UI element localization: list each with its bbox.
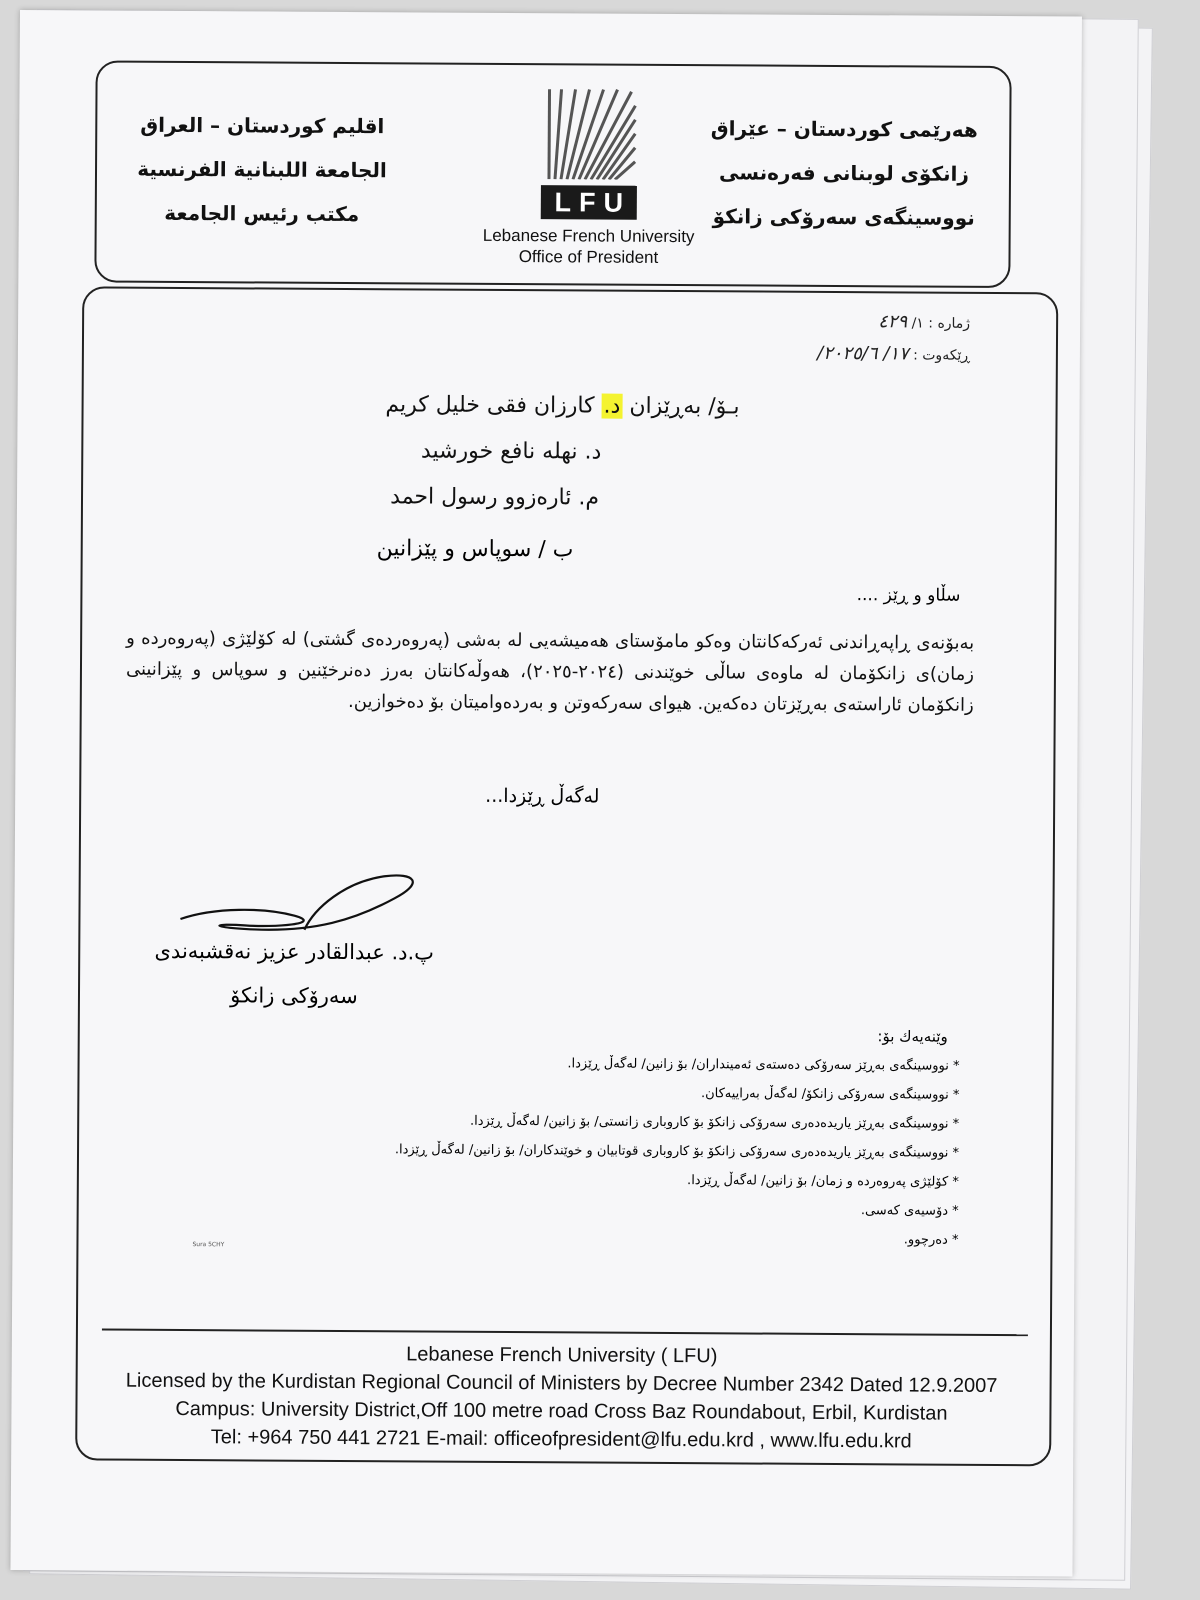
- cc-title: وێنەیەك بۆ:: [877, 1027, 948, 1046]
- office-name: Office of President: [518, 247, 659, 267]
- reference-date: [817, 343, 970, 365]
- sunburst-logo-icon: [541, 87, 638, 180]
- recipient-third: م. ئارەزوو رسول احمد: [390, 484, 600, 511]
- footer: [75, 1338, 1048, 1456]
- to-prefix: بـۆ/ بەڕێزان: [629, 393, 740, 420]
- logo-subtitle: [482, 225, 695, 268]
- closing: لەگەڵ ڕێزدا...: [485, 784, 600, 808]
- footer-line: Licensed by the Kurdistan Regional Council of Ministers by Decree Number 2342 Dated 12.9.2007: [125, 1369, 998, 1397]
- highlighted-title: د.: [603, 393, 621, 419]
- signer-name: پ.د. عبدالقادر عزيز نەقشبەندی: [154, 938, 435, 965]
- letter-page: [10, 10, 1082, 1576]
- cc-item: * نووسینگەی سەرۆکی زانکۆ/ لەگەڵ بەراییەکان.: [239, 1076, 959, 1109]
- signer-block: [134, 929, 455, 1019]
- subject-line: ب / سوپاس و پێزانین: [376, 536, 574, 563]
- recipient-first-name: كارزان فقى خليل كريم: [385, 392, 595, 419]
- university-logo: [482, 87, 695, 268]
- number-value: ٤٢٩: [878, 311, 908, 333]
- greeting: سڵاو و ڕێز ....: [856, 585, 961, 606]
- arabic-line: مكتب رئيس الجامعة: [164, 200, 360, 227]
- footer-line: Lebanese French University ( LFU): [406, 1343, 718, 1368]
- typist-initials: Sura 5CHY: [192, 1241, 225, 1249]
- footer-line: Campus: University District,Off 100 metre road Cross Baz Roundabout, Erbil, Kurdistan: [175, 1397, 948, 1425]
- date-value: ١٧/ ٢٠٢٥/٦/: [816, 342, 909, 365]
- cc-item: * دەرچوو.: [238, 1221, 958, 1254]
- number-label: ژماره : ١/: [911, 315, 971, 332]
- arabic-line: اقليم كوردستان – العراق: [140, 112, 385, 139]
- arabic-line: الجامعة اللبنانية الفرنسية: [137, 156, 387, 183]
- letter-body-text: بەبۆنەی ڕاپەڕاندنی ئەرکەکانتان وەکو مامۆستای هەمیشەیی لە بەشی (پەروەردەی گشتی) لە کۆلێژی (پەروەردە و زمان)ی زانکۆمان لە ماوەی ساڵی خوێندنی (٢٠٢٤-٢٠٢٥)، هەوڵەکانتان بەرز دەنرخێنین و سوپاس و پێزانینی زانکۆمان ئاراستەی بەڕێزتان دەکەین. هیوای سەرکەوتن و بەردەوامیتان بۆ دەخوازین.: [125, 627, 975, 716]
- letterhead-kurdish: [709, 106, 980, 240]
- cc-item: * نووسینگەی بەڕێز یاریدەدەری سەرۆکی زانکۆ بۆ کاروباری زانستی/ بۆ زانین/ لەگەڵ ڕێزدا.: [239, 1105, 959, 1138]
- kurdish-line: نووسینگەی سەرۆكی زانكۆ: [712, 204, 975, 230]
- logo-wordmark: LFU: [541, 185, 637, 220]
- recipient-second: د. نهله نافع خورشيد: [420, 438, 602, 465]
- date-label: ڕێکەوت :: [913, 347, 970, 364]
- cc-item: * کۆلێژی پەروەردە و زمان/ بۆ زانین/ لەگەڵ ڕێزدا.: [239, 1163, 959, 1196]
- cc-item: * دۆسیەی کەسی.: [239, 1192, 959, 1225]
- cc-item: * نووسینگەی بەڕێز سەرۆکی دەستەی ئەمینداران/ بۆ زانین/ لەگەڵ ڕێزدا.: [239, 1047, 959, 1080]
- kurdish-line: هەرێمی كوردستان – عێراق: [710, 116, 978, 142]
- cc-item: * نووسینگەی بەڕێز یاریدەدەری سەرۆکی زانکۆ بۆ کاروباری قوتابیان و خوێندکاران/ بۆ زانین/ لەگەڵ ڕێزدا.: [239, 1134, 959, 1167]
- letterhead-arabic: [127, 103, 398, 237]
- university-name: Lebanese French University: [482, 225, 695, 247]
- kurdish-line: زانكۆی لوبنانی فەرەنسی: [718, 160, 970, 186]
- reference-number: [878, 311, 970, 333]
- letterhead: [94, 60, 1011, 288]
- recipient-first: [385, 392, 739, 419]
- cc-list: [238, 1047, 959, 1254]
- signer-title: سەرۆكی زانكۆ: [230, 983, 358, 1009]
- footer-contact: Tel: +964 750 441 2721 E-mail: officeofpresident@lfu.edu.krd , www.lfu.edu.krd: [210, 1426, 912, 1453]
